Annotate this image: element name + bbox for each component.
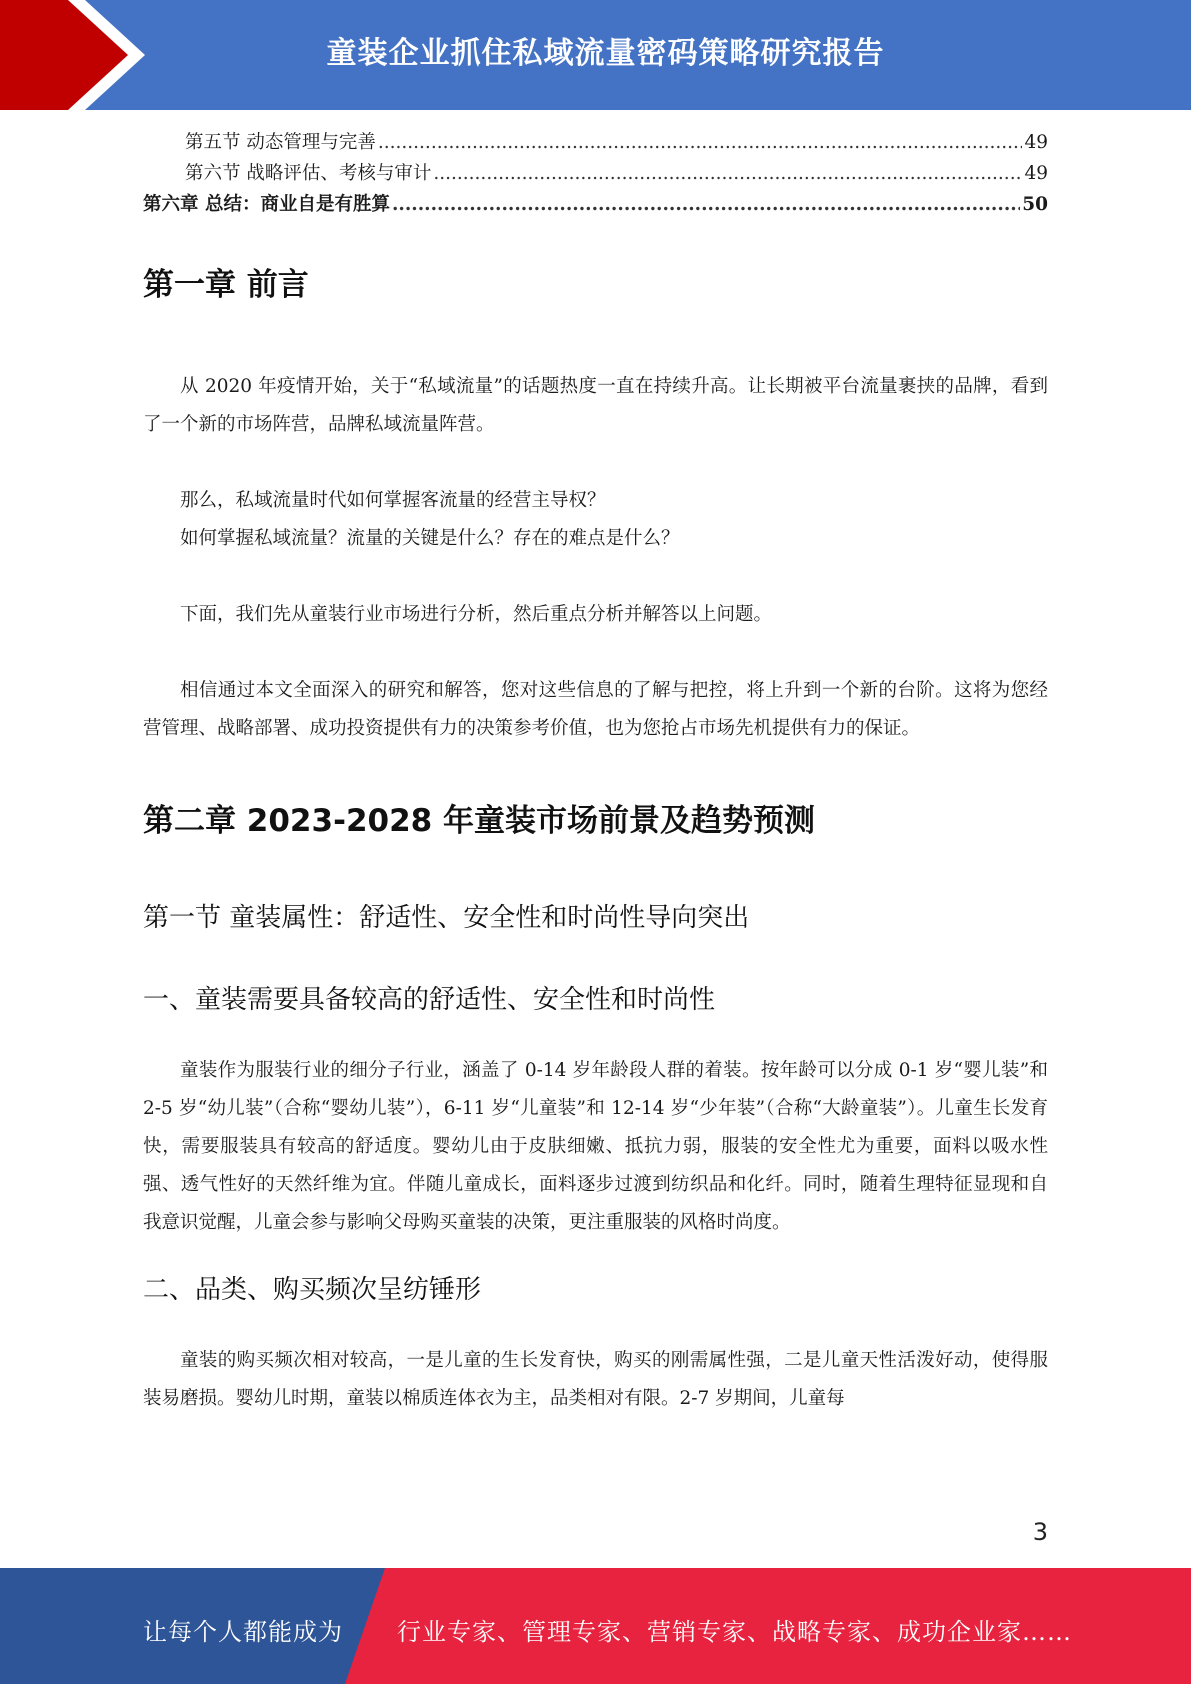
toc-entry[interactable]: [143, 190, 1048, 221]
page-footer: [0, 1568, 1191, 1684]
paragraph: 如何掌握私域流量？流量的关键是什么？存在的难点是什么？: [180, 528, 680, 549]
toc-leader-dots: [392, 194, 1020, 215]
paragraph: 下面，我们先从童装行业市场进行分析，然后重点分析并解答以上问题。: [180, 604, 773, 625]
toc-entry-label: 第六章 总结：商业自是有胜算: [143, 194, 390, 215]
paragraph: 相信通过本文全面深入的研究和解答，您对这些信息的了解与把控，将上升到一个新的台阶。这将为您经营管理、战略部署、成功投资提供有力的决策参考价值，也为您抢占市场先机提供有力的保证。: [143, 680, 1048, 739]
toc-entry[interactable]: [143, 159, 1048, 190]
paragraph: 童装作为服装行业的细分子行业，涵盖了 0-14 岁年龄段人群的着装。按年龄可以分成 0-1 岁“婴儿装”和 2-5 岁“幼儿装”（合称“婴幼儿装”），6-11 岁“儿童装”和 12-14 岁“少年装”（合称“大龄童装”）。儿童生长发育快，需要服装具有较高的舒适度。婴幼儿由于皮肤细嫩、抵抗力弱，服装的安全性尤为重要，面料以吸水性强、透气性好的天然纤维为宜。伴随儿童成长，面料逐步过渡到纺织品和化纤。同时，随着生理特征显现和自我意识觉醒，儿童会参与影响父母购买童装的决策，更注重服装的风格时尚度。: [143, 1060, 1048, 1233]
footer-slogan-left: 让每个人都能成为: [143, 1618, 343, 1646]
paragraph: 那么，私域流量时代如何掌握客流量的经营主导权？: [180, 490, 606, 511]
subsection-title: 一、童装需要具备较高的舒适性、安全性和时尚性: [143, 985, 716, 1015]
table-of-contents: [143, 128, 1048, 221]
toc-entry-label: 第六节 战略评估、考核与审计: [185, 163, 432, 184]
toc-entry-label: 第五节 动态管理与完善: [185, 132, 376, 153]
toc-leader-dots: [378, 132, 1023, 153]
footer-slogan-right: 行业专家、管理专家、营销专家、战略专家、成功企业家……: [397, 1618, 1072, 1646]
page-body: [143, 258, 1048, 1418]
toc-entry[interactable]: [143, 128, 1048, 159]
toc-entry-page: 49: [1024, 132, 1048, 153]
chapter-1-title: 第一章 前言: [143, 267, 309, 303]
paragraph: 童装的购买频次相对较高，一是儿童的生长发育快，购买的刚需属性强，二是儿童天性活泼好动，使得服装易磨损。婴幼儿时期，童装以棉质连体衣为主，品类相对有限。2-7 岁期间，儿童每: [143, 1350, 1048, 1409]
page-number: 3: [1032, 1518, 1048, 1546]
toc-entry-page: 49: [1024, 163, 1048, 184]
toc-leader-dots: [433, 163, 1022, 184]
subsection-title: 二、品类、购买频次呈纺锤形: [143, 1275, 482, 1305]
toc-entry-page: 50: [1022, 194, 1048, 215]
report-title: 童装企业抓住私域流量密码策略研究报告: [326, 36, 885, 71]
paragraph: 从 2020 年疫情开始，关于“私域流量”的话题热度一直在持续升高。让长期被平台流量裹挟的品牌，看到了一个新的市场阵营，品牌私域流量阵营。: [143, 376, 1048, 435]
page-header: [0, 0, 1191, 110]
chapter-2-title: 第二章 2023-2028 年童装市场前景及趋势预测: [143, 803, 816, 839]
section-title: 第一节 童装属性：舒适性、安全性和时尚性导向突出: [143, 903, 750, 933]
